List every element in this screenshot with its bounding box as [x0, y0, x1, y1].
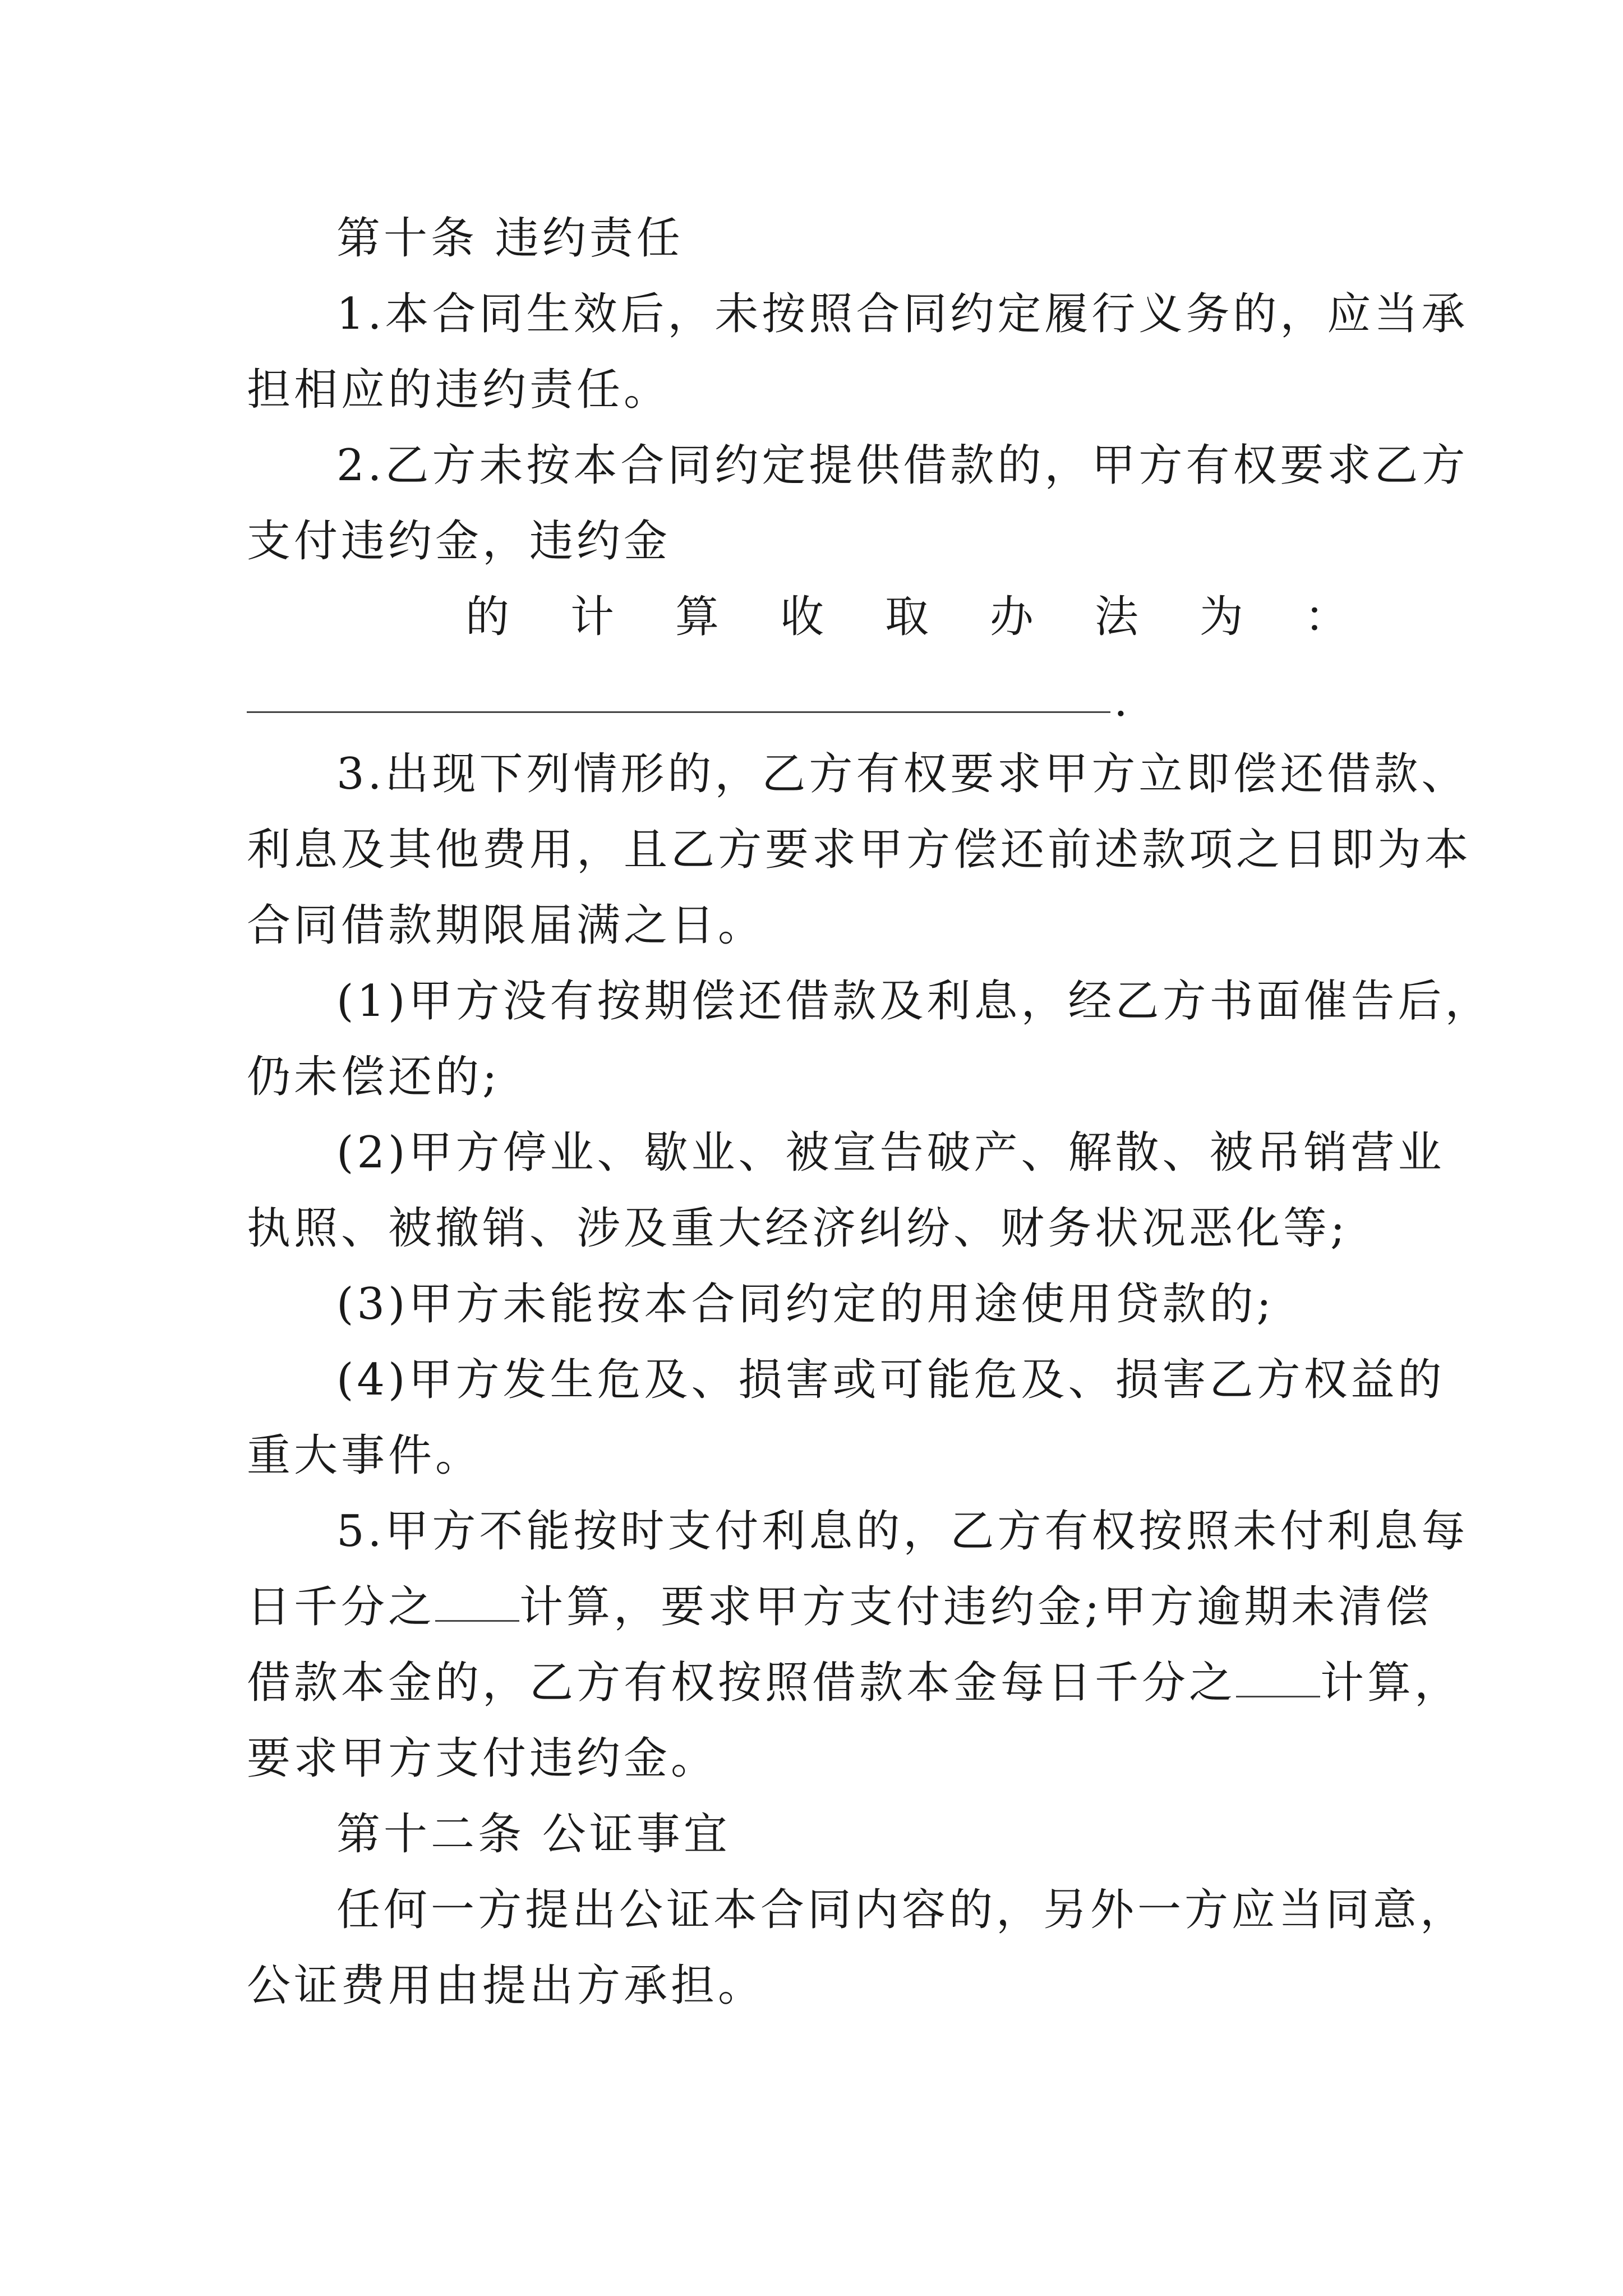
item-4-line-1: (4)甲方发生危及、损害或可能危及、损害乙方权益的 — [336, 1355, 1445, 1405]
article-10-heading: 第十条 违约责任 — [336, 213, 684, 264]
item-1-line-2: 仍未偿还的; — [247, 1052, 501, 1102]
spread-char: 为 — [1199, 592, 1247, 642]
spread-char: 计 — [570, 592, 617, 642]
spread-char: 法 — [1094, 592, 1142, 642]
clause-5-line-4: 要求甲方支付违约金。 — [247, 1733, 718, 1784]
spread-char: 的 — [465, 592, 513, 642]
clause-3-line-3: 合同借款期限届满之日。 — [247, 900, 766, 951]
fill-in-blank-line — [247, 711, 1110, 713]
clause-3-line-1: 3.出现下列情形的，乙方有权要求甲方立即偿还借款、 — [336, 749, 1469, 799]
article-12-line-1: 任何一方提出公证本合同内容的，另外一方应当同意， — [336, 1885, 1468, 1935]
clause-2-line-2: 支付违约金，违约金 — [247, 516, 671, 567]
spread-char: 取 — [884, 592, 932, 642]
clause-5-line-1: 5.甲方不能按时支付利息的，乙方有权按照未付利息每 — [336, 1506, 1469, 1557]
clause-5-text: 计算，要求甲方支付违约金;甲方逾期未清偿 — [519, 1582, 1433, 1632]
article-12-heading: 第十二条 公证事宜 — [336, 1809, 731, 1860]
clause-1-line-1: 1.本合同生效后，未按照合同约定履行义务的，应当承 — [336, 289, 1469, 339]
clause-5-line-2 — [247, 1579, 1433, 1635]
per-mille-blank — [435, 1581, 519, 1622]
item-2-line-1: (2)甲方停业、歇业、被宣告破产、解散、被吊销营业 — [336, 1128, 1445, 1178]
clause-5-text: 日千分之 — [247, 1582, 436, 1632]
clause-1-line-2: 担相应的违约责任。 — [247, 365, 671, 415]
blank-line-period: . — [1114, 676, 1128, 726]
clause-5-text: 借款本金的，乙方有权按照借款本金每日千分之 — [247, 1658, 1237, 1708]
item-2-line-2: 执照、被撤销、涉及重大经济纠纷、财务状况恶化等; — [247, 1203, 1349, 1254]
item-1-line-1: (1)甲方没有按期偿还借款及利息，经乙方书面催告后， — [336, 976, 1492, 1027]
item-4-line-2: 重大事件。 — [247, 1430, 483, 1481]
item-3-line-1: (3)甲方未能按本合同约定的用途使用贷款的; — [336, 1279, 1275, 1329]
spread-char: 办 — [989, 592, 1037, 642]
clause-5-text: 计算， — [1320, 1658, 1462, 1708]
clause-2-spread-line — [465, 589, 1352, 645]
clause-5-line-3 — [247, 1655, 1462, 1711]
clause-2-line-1: 2.乙方未按本合同约定提供借款的，甲方有权要求乙方 — [336, 440, 1469, 491]
spread-char: 收 — [780, 592, 827, 642]
clause-3-line-2: 利息及其他费用，且乙方要求甲方偿还前述款项之日即为本 — [247, 825, 1472, 875]
spread-char: ： — [1304, 592, 1352, 642]
article-12-line-2: 公证费用由提出方承担。 — [247, 1961, 766, 2011]
per-mille-blank — [1236, 1657, 1320, 1697]
spread-char: 算 — [675, 592, 722, 642]
